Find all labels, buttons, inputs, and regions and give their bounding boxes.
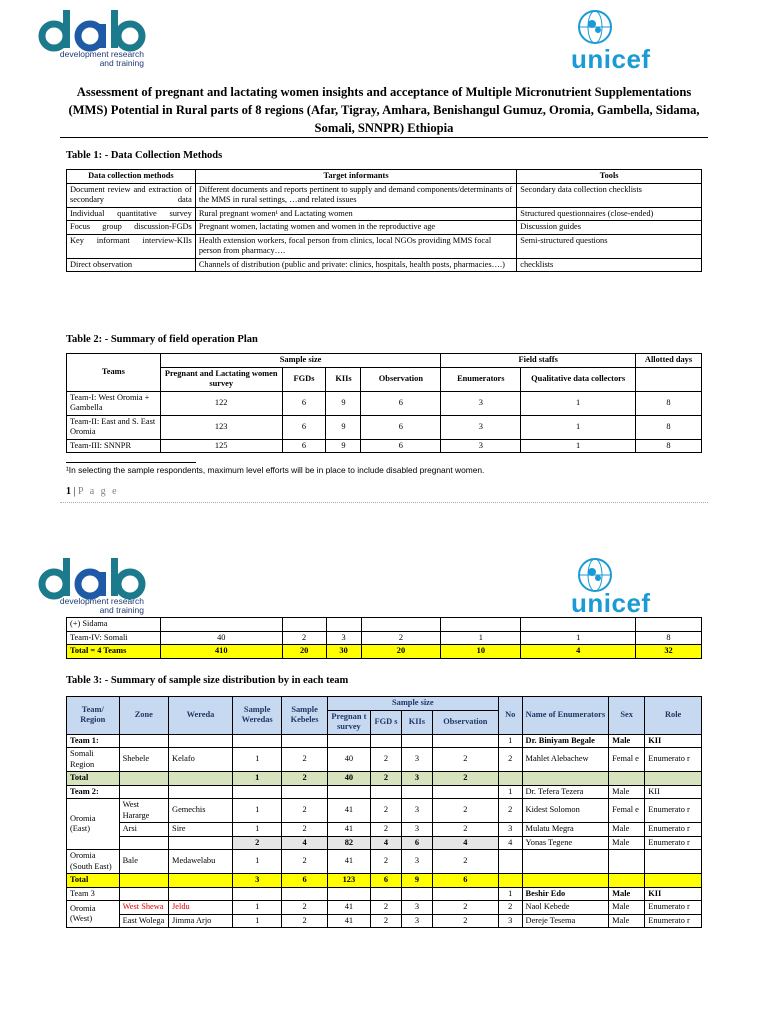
table-cell: 4 (432, 836, 498, 850)
table-cell: Focus group discussion-FGDs (67, 221, 196, 235)
column-header: Observation (361, 367, 441, 391)
table-cell: 2 (282, 914, 327, 928)
table-cell: (+) Sidama (67, 618, 161, 632)
table-header-row (67, 697, 702, 711)
table-cell: 2 (498, 799, 522, 823)
table-cell: 3 (498, 823, 522, 837)
table-row (67, 618, 702, 632)
table-cell (232, 734, 281, 748)
table-cell: Kidest Solomon (522, 799, 609, 823)
table-cell (169, 734, 233, 748)
table-cell: 122 (160, 391, 282, 415)
table-header-row (67, 354, 702, 368)
table-cell: 3 (401, 799, 432, 823)
table-cell: 6 (282, 874, 327, 888)
table-cell: 3 (326, 631, 361, 645)
table-row (67, 207, 702, 221)
table-cell: Naol Kebede (522, 901, 609, 915)
column-header: FGD s (371, 710, 402, 734)
table-cell: 4 (371, 836, 402, 850)
table-row (67, 439, 702, 453)
column-header: Tools (517, 170, 702, 184)
table-cell: Enumerato r (645, 748, 702, 772)
table-cell: 2 (371, 901, 402, 915)
table-cell: 1 (498, 887, 522, 901)
table-total-row (67, 772, 702, 786)
team-label: Team 3 (67, 887, 120, 901)
table-cell: 2 (282, 748, 327, 772)
table-cell: Mulatu Megra (522, 823, 609, 837)
table-cell: East Wolega (119, 914, 168, 928)
table-cell: Discussion guides (517, 221, 702, 235)
table-cell (169, 874, 233, 888)
table-cell: Individual quantitative survey (67, 207, 196, 221)
table-cell: 6 (361, 439, 441, 453)
table-cell: 123 (327, 874, 370, 888)
table-cell: Dereje Tesema (522, 914, 609, 928)
table-cell: 9 (326, 391, 361, 415)
table-row (67, 799, 702, 823)
page-number: 1 | P a g e (66, 486, 119, 497)
table-cell: 2 (371, 914, 402, 928)
page-number-value: 1 (66, 486, 71, 497)
table-cell (169, 785, 233, 799)
table-cell: 1 (232, 799, 281, 823)
table-cell (498, 874, 522, 888)
table-cell: 6 (282, 415, 326, 439)
table-cell: 32 (636, 645, 702, 659)
table-cell: Mahlet Alebachew (522, 748, 609, 772)
table-cell: 2 (361, 631, 441, 645)
table-cell (432, 734, 498, 748)
table3-caption: Table 3: - Summary of sample size distribution by in each team (66, 675, 349, 686)
table-cell: 2 (371, 748, 402, 772)
table-cell: 8 (636, 439, 702, 453)
table-cell (609, 772, 645, 786)
table-cell (169, 887, 233, 901)
table-cell: 2 (282, 631, 326, 645)
table-cell: 30 (326, 645, 361, 659)
column-header: Field staffs (441, 354, 636, 368)
table-cell (282, 887, 327, 901)
table-row (67, 258, 702, 272)
table-cell: 40 (327, 772, 370, 786)
table-cell (119, 785, 168, 799)
table-cell: 2 (432, 772, 498, 786)
table-cell: Male (609, 836, 645, 850)
dab-logo-caption: development research and training (59, 596, 144, 615)
table-cell (401, 785, 432, 799)
table-cell: KII (645, 887, 702, 901)
table-row (67, 234, 702, 258)
table-cell: 2 (498, 901, 522, 915)
table-cell: 1 (232, 823, 281, 837)
table-cell: Femal e (609, 799, 645, 823)
table-cell: Enumerato r (645, 823, 702, 837)
sample-size-distribution-table (66, 696, 702, 928)
table-cell (636, 618, 702, 632)
table-cell (327, 734, 370, 748)
table-cell (498, 772, 522, 786)
table-total-row (67, 645, 702, 659)
table-cell: Yonas Tegene (522, 836, 609, 850)
table-cell: Male (609, 914, 645, 928)
table-cell: 2 (432, 799, 498, 823)
unicef-logo-text: unicef (571, 44, 651, 74)
table-cell (645, 772, 702, 786)
table-cell (522, 874, 609, 888)
table-cell (119, 836, 168, 850)
table-cell: 41 (327, 799, 370, 823)
table-cell: 6 (371, 874, 402, 888)
table-cell (232, 887, 281, 901)
column-header: Enumerators (441, 367, 521, 391)
table-total-row (67, 874, 702, 888)
table-header-row (67, 367, 702, 391)
table-cell: 8 (636, 391, 702, 415)
table-cell: 2 (498, 748, 522, 772)
table-cell: Pregnant women, lactating women and women in the reproductive age (195, 221, 516, 235)
table-cell: 41 (327, 914, 370, 928)
table-cell (401, 887, 432, 901)
table-cell: 41 (327, 850, 370, 874)
table-cell: Enumerato r (645, 799, 702, 823)
field-operation-plan-table-continued (66, 617, 702, 659)
table-cell: Male (609, 823, 645, 837)
table-cell: Femal e (609, 748, 645, 772)
table-cell: Team-II: East and S. East Oromia (67, 415, 161, 439)
table-cell: Team-III: SNNPR (67, 439, 161, 453)
title-divider (60, 137, 708, 138)
table-cell: 2 (432, 823, 498, 837)
table-cell: 4 (498, 836, 522, 850)
table-cell: 125 (160, 439, 282, 453)
table-subtotal-row (67, 836, 702, 850)
table-cell: 6 (401, 836, 432, 850)
table-row (67, 901, 702, 915)
table-cell: 2 (282, 850, 327, 874)
table-cell (645, 874, 702, 888)
column-header: Target informants (195, 170, 516, 184)
table-cell: 2 (282, 823, 327, 837)
table-cell: Male (609, 901, 645, 915)
table-cell: 3 (401, 748, 432, 772)
table-cell: 2 (282, 901, 327, 915)
table-row (67, 391, 702, 415)
table-cell: 2 (371, 772, 402, 786)
table-cell: 1 (232, 748, 281, 772)
table-cell (371, 734, 402, 748)
table-cell: 1 (521, 391, 636, 415)
table-cell: 4 (521, 645, 636, 659)
table-cell: 6 (282, 439, 326, 453)
unicef-logo-text: unicef (571, 588, 651, 618)
table-cell: 1 (232, 914, 281, 928)
team-label: Team 1: (67, 734, 120, 748)
table-cell: Semi-structured questions (517, 234, 702, 258)
table-cell: Shebele (119, 748, 168, 772)
table2-caption: Table 2: - Summary of field operation Plan (66, 334, 258, 345)
table-cell (282, 618, 326, 632)
table-row (67, 748, 702, 772)
table-cell: Enumerato r (645, 901, 702, 915)
table-cell: 2 (432, 748, 498, 772)
table-cell (327, 887, 370, 901)
table-cell: 3 (441, 391, 521, 415)
table-cell (522, 772, 609, 786)
table-row (67, 785, 702, 799)
column-header: Qualitative data collectors (521, 367, 636, 391)
table-cell (609, 850, 645, 874)
table-cell: Total (67, 772, 120, 786)
table-cell: 10 (441, 645, 521, 659)
table-cell: 2 (371, 850, 402, 874)
table-cell: Sire (169, 823, 233, 837)
table-cell: 1 (441, 631, 521, 645)
table-cell: 1 (232, 772, 281, 786)
column-header: Pregnant and Lactating women survey (160, 367, 282, 391)
table-cell: KII (645, 785, 702, 799)
table-row (67, 183, 702, 207)
table-cell: Jimma Arjo (169, 914, 233, 928)
table-cell: 123 (160, 415, 282, 439)
table-cell: Male (609, 734, 645, 748)
column-header: Name of Enumerators (522, 697, 609, 735)
table-cell (498, 850, 522, 874)
table-cell: Oromia (West) (67, 901, 120, 928)
column-header: Allotted days (636, 354, 702, 368)
table-cell: Gemechis (169, 799, 233, 823)
table1-caption: Table 1: - Data Collection Methods (66, 150, 223, 161)
column-header: Sex (609, 697, 645, 735)
table-cell (371, 785, 402, 799)
table-cell: 41 (327, 901, 370, 915)
table-cell: 3 (401, 850, 432, 874)
table-cell: Enumerato r (645, 914, 702, 928)
table-cell: 9 (401, 874, 432, 888)
table-cell: 9 (326, 439, 361, 453)
table-cell: Male (609, 785, 645, 799)
column-header: Data collection methods (67, 170, 196, 184)
table-cell: 1 (521, 631, 636, 645)
table-cell: 1 (521, 415, 636, 439)
table-cell: 20 (361, 645, 441, 659)
table-cell: 2 (371, 799, 402, 823)
table-cell (326, 618, 361, 632)
table-cell (119, 887, 168, 901)
column-header: Sample size (327, 697, 498, 711)
column-header: Zone (119, 697, 168, 735)
field-operation-plan-table (66, 353, 702, 453)
column-header: KIIs (401, 710, 432, 734)
table-cell: 6 (361, 415, 441, 439)
table-cell: Kelafo (169, 748, 233, 772)
table-cell: 4 (282, 836, 327, 850)
table-cell (432, 887, 498, 901)
table-cell: Key informant interview-KIIs (67, 234, 196, 258)
table-cell: 8 (636, 631, 702, 645)
table-cell: Bale (119, 850, 168, 874)
table-cell: 3 (498, 914, 522, 928)
table-cell: Enumerato r (645, 836, 702, 850)
page-footer-divider (60, 502, 708, 503)
table-cell: 1 (498, 785, 522, 799)
table-cell: 410 (160, 645, 282, 659)
table-cell: Oromia (East) (67, 799, 120, 850)
table-cell: West Hararge (119, 799, 168, 823)
table-cell: Medawelabu (169, 850, 233, 874)
table-cell (282, 734, 327, 748)
table-cell: Secondary data collection checklists (517, 183, 702, 207)
table-cell: 3 (441, 439, 521, 453)
table-cell (232, 785, 281, 799)
column-header: Observation (432, 710, 498, 734)
table-cell (361, 618, 441, 632)
footnote-divider (66, 462, 196, 463)
table-cell: 2 (232, 836, 281, 850)
table-cell (645, 850, 702, 874)
table-cell: 1 (232, 850, 281, 874)
table-cell: Total (67, 874, 120, 888)
table-cell: 8 (636, 415, 702, 439)
table-cell: Direct observation (67, 258, 196, 272)
column-header: Sample size (160, 354, 441, 368)
table-cell: Dr. Biniyam Begale (522, 734, 609, 748)
table-cell: 2 (282, 772, 327, 786)
column-header: Sample Weredas (232, 697, 281, 735)
column-header: KIIs (326, 367, 361, 391)
table-cell: Dr. Tefera Tezera (522, 785, 609, 799)
table-row (67, 221, 702, 235)
column-header: No (498, 697, 522, 735)
data-collection-methods-table (66, 169, 702, 272)
team-label: Team 2: (67, 785, 120, 799)
table-row (67, 734, 702, 748)
table-cell: 82 (327, 836, 370, 850)
table-cell: 9 (326, 415, 361, 439)
table-cell (282, 785, 327, 799)
table-cell: 1 (232, 901, 281, 915)
table-cell: Jeldu (169, 901, 233, 915)
table-cell (119, 874, 168, 888)
table-cell: Arsi (119, 823, 168, 837)
table-cell: Rural pregnant women¹ and Lactating women (195, 207, 516, 221)
table-cell: 41 (327, 823, 370, 837)
table-cell: 20 (282, 645, 326, 659)
table-cell (169, 772, 233, 786)
table-cell: 2 (371, 823, 402, 837)
table-cell: Male (609, 887, 645, 901)
table-cell: 1 (498, 734, 522, 748)
table-row (67, 914, 702, 928)
table-cell (169, 836, 233, 850)
table-header-row (67, 170, 702, 184)
table-cell: West Shewa (119, 901, 168, 915)
table-cell: 6 (282, 391, 326, 415)
table-cell: Total = 4 Teams (67, 645, 161, 659)
table-row (67, 887, 702, 901)
column-header: Teams (67, 354, 161, 392)
table-cell: 40 (160, 631, 282, 645)
table-cell: 3 (401, 914, 432, 928)
table-cell: 3 (401, 823, 432, 837)
column-header: Pregnan t survey (327, 710, 370, 734)
table-cell (401, 734, 432, 748)
dab-logo-caption: development research and training (59, 49, 144, 68)
table-cell: 3 (232, 874, 281, 888)
table-cell: Team-I: West Oromia + Gambella (67, 391, 161, 415)
page-number-label: P a g e (78, 486, 119, 497)
table-row (67, 415, 702, 439)
column-header: FGDs (282, 367, 326, 391)
table-cell: Beshir Edo (522, 887, 609, 901)
column-header: Team/ Region (67, 697, 120, 735)
table-cell (609, 874, 645, 888)
table-cell: KII (645, 734, 702, 748)
column-header: Wereda (169, 697, 233, 735)
table-cell (327, 785, 370, 799)
table-cell: 6 (432, 874, 498, 888)
table-cell (521, 618, 636, 632)
table-cell: 40 (327, 748, 370, 772)
table-cell: checklists (517, 258, 702, 272)
table-cell: 3 (441, 415, 521, 439)
table-cell: Health extension workers, focal person from clinics, local NGOs providing MMS focal person from pharmacy…. (195, 234, 516, 258)
table-cell: 2 (432, 914, 498, 928)
table-row (67, 823, 702, 837)
table-cell (119, 772, 168, 786)
table-cell: Team-IV: Somali (67, 631, 161, 645)
table-cell: 6 (361, 391, 441, 415)
table-cell: Channels of distribution (public and private: clinics, hospitals, health posts, pharmacies….) (195, 258, 516, 272)
column-header (636, 367, 702, 391)
table-cell (119, 734, 168, 748)
table-cell (441, 618, 521, 632)
table-cell: Different documents and reports pertinent to supply and demand components/determinants of the MMS in rural settings, …and related issues (195, 183, 516, 207)
column-header: Sample Kebeles (282, 697, 327, 735)
column-header: Role (645, 697, 702, 735)
page-gap (0, 512, 768, 548)
table-cell: Document review and extraction of secondary data (67, 183, 196, 207)
table-cell: Oromia (South East) (67, 850, 120, 874)
table-cell (371, 887, 402, 901)
table-row (67, 631, 702, 645)
document-title: Assessment of pregnant and lactating women insights and acceptance of Multiple Micronutrient Supplementations (MMS) Potential in Rural parts of 8 regions (Afar, Tigray, Amhara, Benishangul Gumuz, Oromia, Gambella, Sidama, Somali, SNNPR) Ethiopia (68, 85, 700, 135)
footnote: ¹In selecting the sample respondents, maximum level efforts will be in place to include disabled pregnant women. (66, 465, 485, 475)
table-row (67, 850, 702, 874)
table-cell: 3 (401, 772, 432, 786)
table-cell: 3 (401, 901, 432, 915)
table-cell (522, 850, 609, 874)
table-cell: 2 (282, 799, 327, 823)
table-cell: Structured questionnaires (close-ended) (517, 207, 702, 221)
table-cell: Somali Region (67, 748, 120, 772)
table-cell (432, 785, 498, 799)
table-cell: 2 (432, 901, 498, 915)
table-cell (160, 618, 282, 632)
table-cell: 2 (432, 850, 498, 874)
table-cell: 1 (521, 439, 636, 453)
